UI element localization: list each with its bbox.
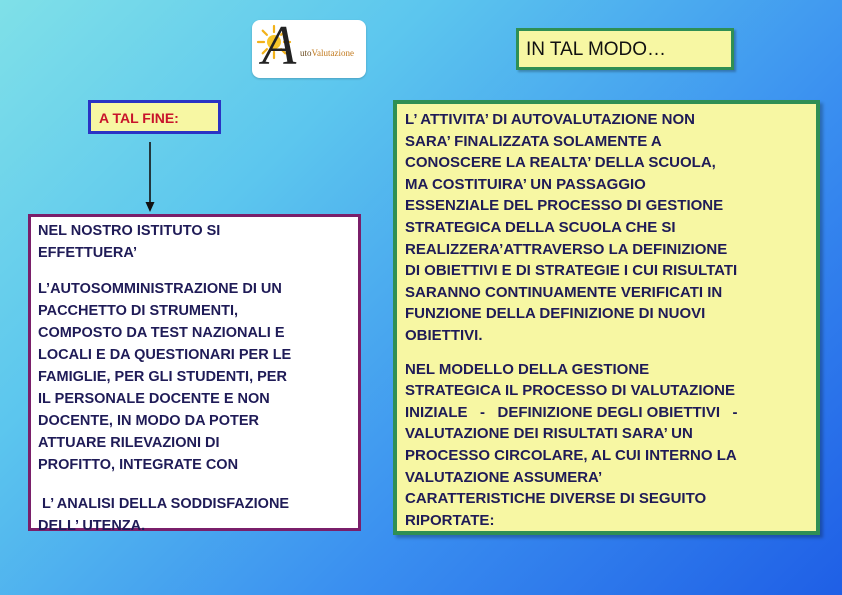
left-content-box (28, 214, 361, 534)
logo-wordmark (300, 48, 354, 58)
text-line: RIPORTATE: (405, 511, 495, 529)
arrow-down-icon (145, 142, 155, 212)
text-line: INIZIALE - DEFINIZIONE DEGLI OBIETTIVI - (405, 403, 738, 421)
text-line: DELL’ UTENZA. (38, 518, 146, 534)
logo-word-part2: Valutazione (311, 48, 354, 58)
left-paragraph-2 (38, 278, 358, 476)
text-line: LOCALI E DA QUESTIONARI PER LE (38, 347, 292, 363)
logo-word-part1: uto (300, 48, 312, 58)
text-line: REALIZZERA’ATTRAVERSO LA DEFINIZIONE (405, 240, 728, 258)
text-line: STRATEGICA DELLA SCUOLA CHE SI (405, 218, 676, 236)
heading-a-tal-fine: A TAL FINE: (88, 100, 221, 134)
text-line: SARA’ FINALIZZATA SOLAMENTE A (405, 132, 662, 150)
left-paragraph-3 (38, 493, 358, 537)
text-line: COMPOSTO DA TEST NAZIONALI E (38, 325, 285, 341)
logo-letter: A (262, 15, 297, 77)
text-line: FAMIGLIE, PER GLI STUDENTI, PER (38, 369, 287, 385)
text-line: L’ ANALISI DELLA SODDISFAZIONE (38, 496, 290, 512)
text-line: PROCESSO CIRCOLARE, AL CUI INTERNO LA (405, 446, 737, 464)
text-line: CARATTERISTICHE DIVERSE DI SEGUITO (405, 490, 707, 508)
text-line: SARANNO CONTINUAMENTE VERIFICATI IN (405, 283, 723, 301)
text-line: DOCENTE, IN MODO DA POTER (38, 413, 259, 429)
text-line: VALUTAZIONE ASSUMERA’ (405, 468, 603, 486)
left-paragraph-1 (38, 220, 358, 264)
right-paragraph-1 (405, 109, 816, 347)
text-line: CONOSCERE LA REALTA’ DELLA SCUOLA, (405, 154, 716, 172)
text-line: STRATEGICA IL PROCESSO DI VALUTAZIONE (405, 382, 736, 400)
text-line: DI OBIETTIVI E DI STRATEGIE I CUI RISULTATI (405, 262, 738, 280)
text-line: MA COSTITUIRA’ UN PASSAGGIO (405, 175, 646, 193)
text-line: L’AUTOSOMMINISTRAZIONE DI UN (38, 281, 282, 297)
text-line: PACCHETTO DI STRUMENTI, (38, 303, 239, 319)
text-line: PROFITTO, INTEGRATE CON (38, 457, 239, 473)
autovalutazione-logo (252, 15, 366, 78)
text-line: VALUTAZIONE DEI RISULTATI SARA’ UN (405, 425, 693, 443)
right-paragraph-2 (405, 359, 816, 532)
text-line: NEL MODELLO DELLA GESTIONE (405, 360, 650, 378)
text-line: ATTUARE RILEVAZIONI DI (38, 435, 220, 451)
heading-in-tal-modo: IN TAL MODO… (516, 28, 734, 70)
text-line: ESSENZIALE DEL PROCESSO DI GESTIONE (405, 197, 724, 215)
text-line: OBIETTIVI. (405, 326, 483, 344)
text-line: NEL NOSTRO ISTITUTO SI (38, 223, 221, 239)
text-line: IL PERSONALE DOCENTE E NON (38, 391, 270, 407)
text-line: L’ ATTIVITA’ DI AUTOVALUTAZIONE NON (405, 111, 696, 128)
text-line: EFFETTUERA’ (38, 245, 138, 261)
right-content-box (393, 100, 820, 535)
text-line: FUNZIONE DELLA DEFINIZIONE DI NUOVI (405, 305, 706, 323)
